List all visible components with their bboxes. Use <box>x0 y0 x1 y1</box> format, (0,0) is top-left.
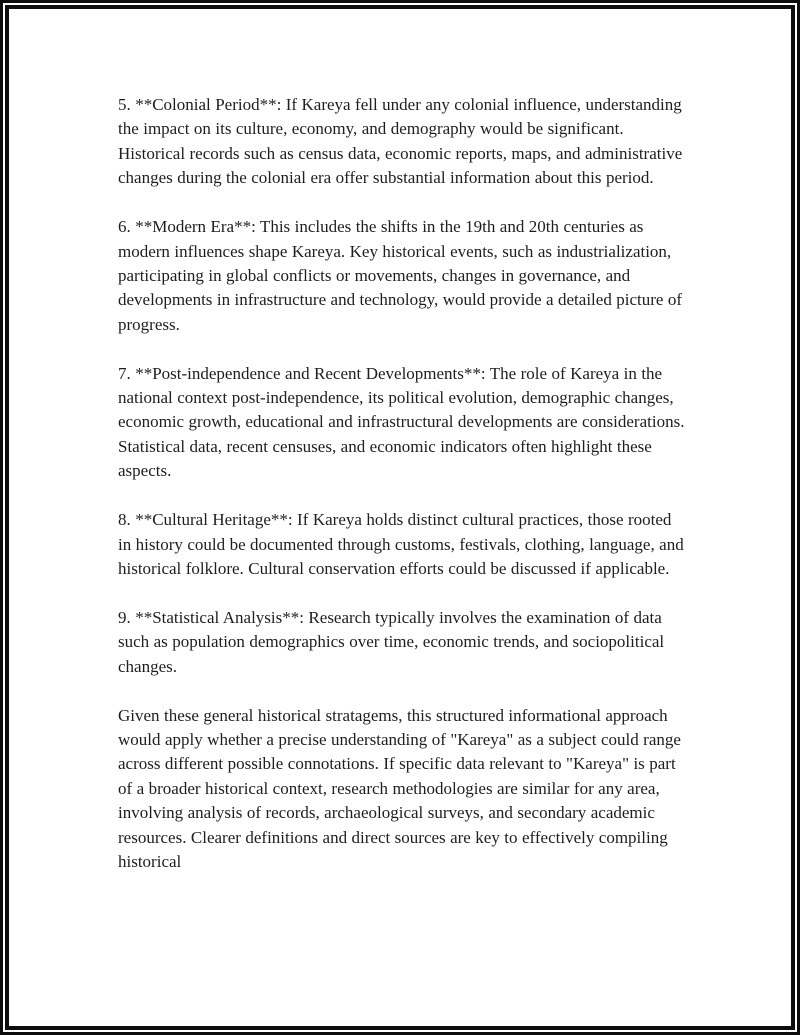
paragraph-statistical-analysis: 9. **Statistical Analysis**: Research typically involves the examination of data such as population demographics over time, economic trends, and sociopolitical changes. <box>118 607 665 676</box>
paragraph-modern-era: 6. **Modern Era**: This includes the shifts in the 19th and 20th centuries as modern influences shape Kareya. Key historical events, such as industrialization, participating in global conflicts or movements, changes in governance, and developments in infrastructure and technology, would provide a detailed picture of progress. <box>118 217 683 334</box>
page-content <box>9 9 791 874</box>
paragraph-closing: Given these general historical stratagems, this structured informational approach would apply whether a precise understanding of "Kareya" as a subject could range across different possible connotations. If specific data relevant to "Kareya" is part of a broader historical context, research methodologies are similar for any area, involving analysis of records, archaeological surveys, and secondary academic resources. Clearer definitions and direct sources are key to effectively compiling historical <box>118 705 681 872</box>
paragraph-colonial-period: 5. **Colonial Period**: If Kareya fell under any colonial influence, understanding the impact on its culture, economy, and demography would be significant. Historical records such as census data, economic reports, maps, and administrative changes during the colonial era offer substantial information about this period. <box>118 95 683 188</box>
paragraph-post-independence: 7. **Post-independence and Recent Developments**: The role of Kareya in the national context post-independence, its political evolution, demographic changes, economic growth, educational and infrastructural developments are considerations. Statistical data, recent censuses, and economic indicators often highlight these aspects. <box>118 363 685 481</box>
page-inner-border <box>5 5 795 1030</box>
paragraph-cultural-heritage: 8. **Cultural Heritage**: If Kareya holds distinct cultural practices, those rooted in history could be documented through customs, festivals, clothing, language, and historical folklore. Cultural conservation efforts could be discussed if applicable. <box>118 510 684 578</box>
